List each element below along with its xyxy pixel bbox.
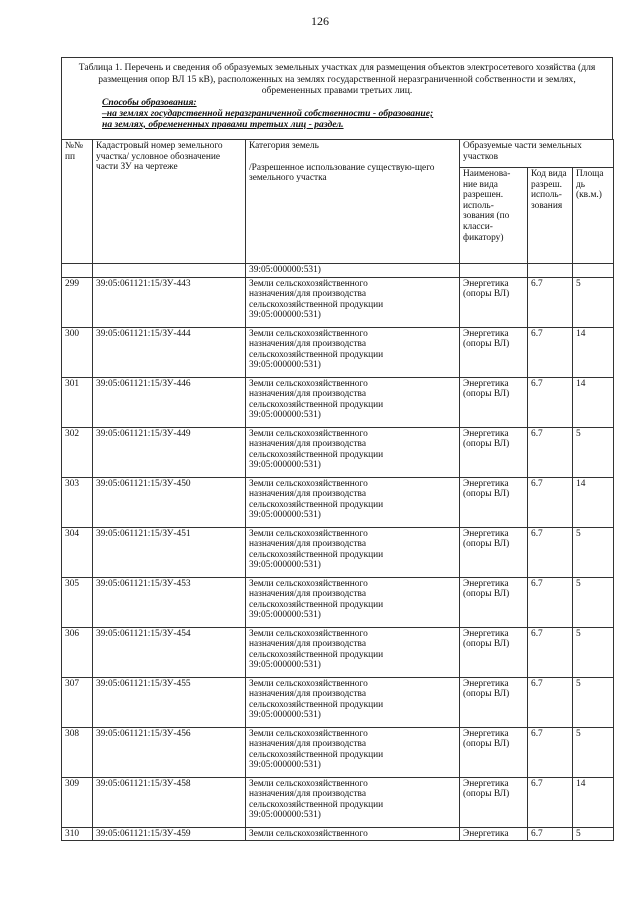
land-category-line: Земли сельскохозяйственного bbox=[249, 728, 368, 739]
land-plots-table bbox=[61, 139, 614, 841]
land-category-line: Земли сельскохозяйственного bbox=[249, 478, 368, 489]
land-category-line: сельскохозяйственной продукции bbox=[249, 349, 384, 360]
cadastral-number: 39:05:061121:15/ЗУ-451 bbox=[93, 527, 246, 577]
table-row bbox=[62, 727, 614, 777]
area-value: 5 bbox=[573, 727, 614, 777]
land-category-line: 39:05:000000:531) bbox=[249, 810, 321, 821]
land-category-line: сельскохозяйственной продукции bbox=[249, 799, 384, 810]
use-code: 6.7 bbox=[528, 677, 573, 727]
methods-heading: Способы образования: bbox=[102, 96, 197, 108]
row-number: 301 bbox=[62, 377, 93, 427]
use-code: 6.7 bbox=[528, 527, 573, 577]
header-group: Образуемые части земельных участков bbox=[460, 140, 614, 168]
use-code: 6.7 bbox=[528, 777, 573, 827]
land-category-line: назначения/для производства bbox=[249, 289, 366, 300]
land-category-line: назначения/для производства bbox=[249, 789, 366, 800]
table-row bbox=[62, 627, 614, 677]
table-row bbox=[62, 777, 614, 827]
header-use-code: Код вида разреш. исполь-зования bbox=[528, 168, 573, 264]
area-value: 14 bbox=[573, 477, 614, 527]
row-number: 304 bbox=[62, 527, 93, 577]
row-number: 302 bbox=[62, 427, 93, 477]
land-category bbox=[246, 577, 460, 627]
cadastral-number: 39:05:061121:15/ЗУ-443 bbox=[93, 277, 246, 327]
land-category-line: Земли сельскохозяйственного bbox=[249, 778, 368, 789]
area-value: 14 bbox=[573, 777, 614, 827]
header-num: №№ пп bbox=[62, 140, 93, 264]
land-category-line: 39:05:000000:531) bbox=[249, 310, 321, 321]
land-category-line: 39:05:000000:531) bbox=[249, 510, 321, 521]
area-value: 14 bbox=[573, 377, 614, 427]
table-row bbox=[62, 477, 614, 527]
use-name: Энергетика (опоры ВЛ) bbox=[460, 727, 528, 777]
land-category bbox=[246, 627, 460, 677]
land-category-line: Земли сельскохозяйственного bbox=[249, 628, 368, 639]
land-category-line: 39:05:000000:531) bbox=[249, 560, 321, 571]
header-category bbox=[246, 140, 460, 264]
area-value: 5 bbox=[573, 627, 614, 677]
row-number: 299 bbox=[62, 277, 93, 327]
area-value: 5 bbox=[573, 277, 614, 327]
header-cadastral: Кадастровый номер земельного участка/ условное обозначение части ЗУ на чертеже bbox=[93, 140, 246, 264]
cadastral-number: 39:05:061121:15/ЗУ-458 bbox=[93, 777, 246, 827]
land-category-line: сельскохозяйственной продукции bbox=[249, 749, 384, 760]
land-category-line: Земли сельскохозяйственного bbox=[249, 428, 368, 439]
land-category bbox=[246, 377, 460, 427]
header-area: Площа дь (кв.м.) bbox=[573, 168, 614, 264]
row-number: 305 bbox=[62, 577, 93, 627]
land-category-line: 39:05:000000:531) bbox=[249, 660, 321, 671]
land-category-line: Земли сельскохозяйственного bbox=[249, 578, 368, 589]
land-category-line: сельскохозяйственной продукции bbox=[249, 299, 384, 310]
cadastral-number: 39:05:061121:15/ЗУ-446 bbox=[93, 377, 246, 427]
row-number: 309 bbox=[62, 777, 93, 827]
row-number: 308 bbox=[62, 727, 93, 777]
land-category bbox=[246, 777, 460, 827]
table-row bbox=[62, 577, 614, 627]
land-category-line: сельскохозяйственной продукции bbox=[249, 499, 384, 510]
land-category-line: Земли сельскохозяйственного bbox=[249, 328, 368, 339]
land-category-line: 39:05:000000:531) bbox=[249, 410, 321, 421]
land-category-line: 39:05:000000:531) bbox=[249, 760, 321, 771]
table-row bbox=[62, 277, 614, 327]
land-category-line: сельскохозяйственной продукции bbox=[249, 649, 384, 660]
use-code: 6.7 bbox=[528, 627, 573, 677]
use-code: 6.7 bbox=[528, 427, 573, 477]
use-code: 6.7 bbox=[528, 577, 573, 627]
land-category-line: сельскохозяйственной продукции bbox=[249, 449, 384, 460]
cadastral-number: 39:05:061121:15/ЗУ-456 bbox=[93, 727, 246, 777]
table-row bbox=[62, 377, 614, 427]
land-category-line: 39:05:000000:531) bbox=[249, 610, 321, 621]
caption-title: Таблица 1. Перечень и сведения об образуемых земельных участках для размещения объектов электросетевого хозяйства (для размещения опор ВЛ 15 кВ), расположенных на землях государственной неразграниченной собственности и землях, обремененных правами третьих лиц. bbox=[78, 62, 596, 97]
cadastral-number: 39:05:061121:15/ЗУ-450 bbox=[93, 477, 246, 527]
row-number: 310 bbox=[62, 827, 93, 841]
area-value: 5 bbox=[573, 527, 614, 577]
land-category-line: назначения/для производства bbox=[249, 689, 366, 700]
header-category-line2: /Разрешенное использование существую-щего земельного участка bbox=[249, 162, 435, 184]
header-category-line1: Категория земель bbox=[249, 141, 319, 151]
land-category-line: Земли сельскохозяйственного bbox=[249, 678, 368, 689]
land-category-line: 39:05:000000:531) bbox=[249, 360, 321, 371]
area-value: 5 bbox=[573, 577, 614, 627]
land-category-line: Земли сельскохозяйственного bbox=[249, 378, 368, 389]
cadastral-number: 39:05:061121:15/ЗУ-444 bbox=[93, 327, 246, 377]
land-category-line: сельскохозяйственной продукции bbox=[249, 599, 384, 610]
table-row bbox=[62, 327, 614, 377]
use-name: Энергетика (опоры ВЛ) bbox=[460, 627, 528, 677]
method-2: на землях, обремененных правами третьих лиц - раздел. bbox=[102, 118, 344, 130]
land-category-line: 39:05:000000:531) bbox=[249, 710, 321, 721]
area-value: 5 bbox=[573, 427, 614, 477]
cadastral-number: 39:05:061121:15/ЗУ-459 bbox=[93, 827, 246, 841]
land-category-line: сельскохозяйственной продукции bbox=[249, 549, 384, 560]
area-value: 5 bbox=[573, 827, 614, 841]
row-number: 307 bbox=[62, 677, 93, 727]
use-code: 6.7 bbox=[528, 277, 573, 327]
table-row-last bbox=[62, 827, 614, 841]
table-caption bbox=[61, 57, 613, 139]
land-category-line: сельскохозяйственной продукции bbox=[249, 399, 384, 410]
area-value: 5 bbox=[573, 677, 614, 727]
land-category-line: назначения/для производства bbox=[249, 539, 366, 550]
use-name: Энергетика (опоры ВЛ) bbox=[460, 377, 528, 427]
continuation-category: 39:05:000000:531) bbox=[246, 264, 460, 278]
cadastral-number: 39:05:061121:15/ЗУ-449 bbox=[93, 427, 246, 477]
row-number: 306 bbox=[62, 627, 93, 677]
table-row bbox=[62, 527, 614, 577]
land-category-line: назначения/для производства bbox=[249, 589, 366, 600]
land-category-line: назначения/для производства bbox=[249, 739, 366, 750]
table-row bbox=[62, 677, 614, 727]
land-category-line: назначения/для производства bbox=[249, 439, 366, 450]
land-category-line: назначения/для производства bbox=[249, 489, 366, 500]
use-name: Энергетика (опоры ВЛ) bbox=[460, 577, 528, 627]
use-name: Энергетика (опоры ВЛ) bbox=[460, 777, 528, 827]
land-category bbox=[246, 527, 460, 577]
use-name: Энергетика (опоры ВЛ) bbox=[460, 427, 528, 477]
land-category-line: назначения/для производства bbox=[249, 389, 366, 400]
cadastral-number: 39:05:061121:15/ЗУ-455 bbox=[93, 677, 246, 727]
table-row bbox=[62, 427, 614, 477]
use-code: 6.7 bbox=[528, 727, 573, 777]
land-category-line: 39:05:000000:531) bbox=[249, 460, 321, 471]
land-category-line: назначения/для производства bbox=[249, 639, 366, 650]
row-number: 303 bbox=[62, 477, 93, 527]
page-number: 126 bbox=[311, 14, 329, 28]
use-code: 6.7 bbox=[528, 827, 573, 841]
area-value: 14 bbox=[573, 327, 614, 377]
land-category bbox=[246, 727, 460, 777]
land-category bbox=[246, 327, 460, 377]
land-category-line: Земли сельскохозяйственного bbox=[249, 278, 368, 289]
land-category-line: назначения/для производства bbox=[249, 339, 366, 350]
use-name: Энергетика (опоры ВЛ) bbox=[460, 527, 528, 577]
use-name: Энергетика (опоры ВЛ) bbox=[460, 477, 528, 527]
land-category-line: Земли сельскохозяйственного bbox=[249, 528, 368, 539]
cadastral-number: 39:05:061121:15/ЗУ-454 bbox=[93, 627, 246, 677]
land-category bbox=[246, 277, 460, 327]
continuation-row bbox=[62, 264, 614, 278]
use-name: Энергетика bbox=[460, 827, 528, 841]
use-code: 6.7 bbox=[528, 377, 573, 427]
method-1: –на землях государственной неразграниченной собственности - образование; bbox=[102, 107, 434, 119]
use-code: 6.7 bbox=[528, 327, 573, 377]
use-name: Энергетика (опоры ВЛ) bbox=[460, 327, 528, 377]
use-code: 6.7 bbox=[528, 477, 573, 527]
row-number: 300 bbox=[62, 327, 93, 377]
land-category bbox=[246, 427, 460, 477]
land-category bbox=[246, 677, 460, 727]
land-category-line: сельскохозяйственной продукции bbox=[249, 699, 384, 710]
header-use-name: Наименова-ние вида разрешен. исполь-зования (по класси-фикатору) bbox=[460, 168, 528, 264]
use-name: Энергетика (опоры ВЛ) bbox=[460, 677, 528, 727]
cadastral-number: 39:05:061121:15/ЗУ-453 bbox=[93, 577, 246, 627]
land-category bbox=[246, 477, 460, 527]
land-category: Земли сельскохозяйственного bbox=[246, 827, 460, 841]
use-name: Энергетика (опоры ВЛ) bbox=[460, 277, 528, 327]
